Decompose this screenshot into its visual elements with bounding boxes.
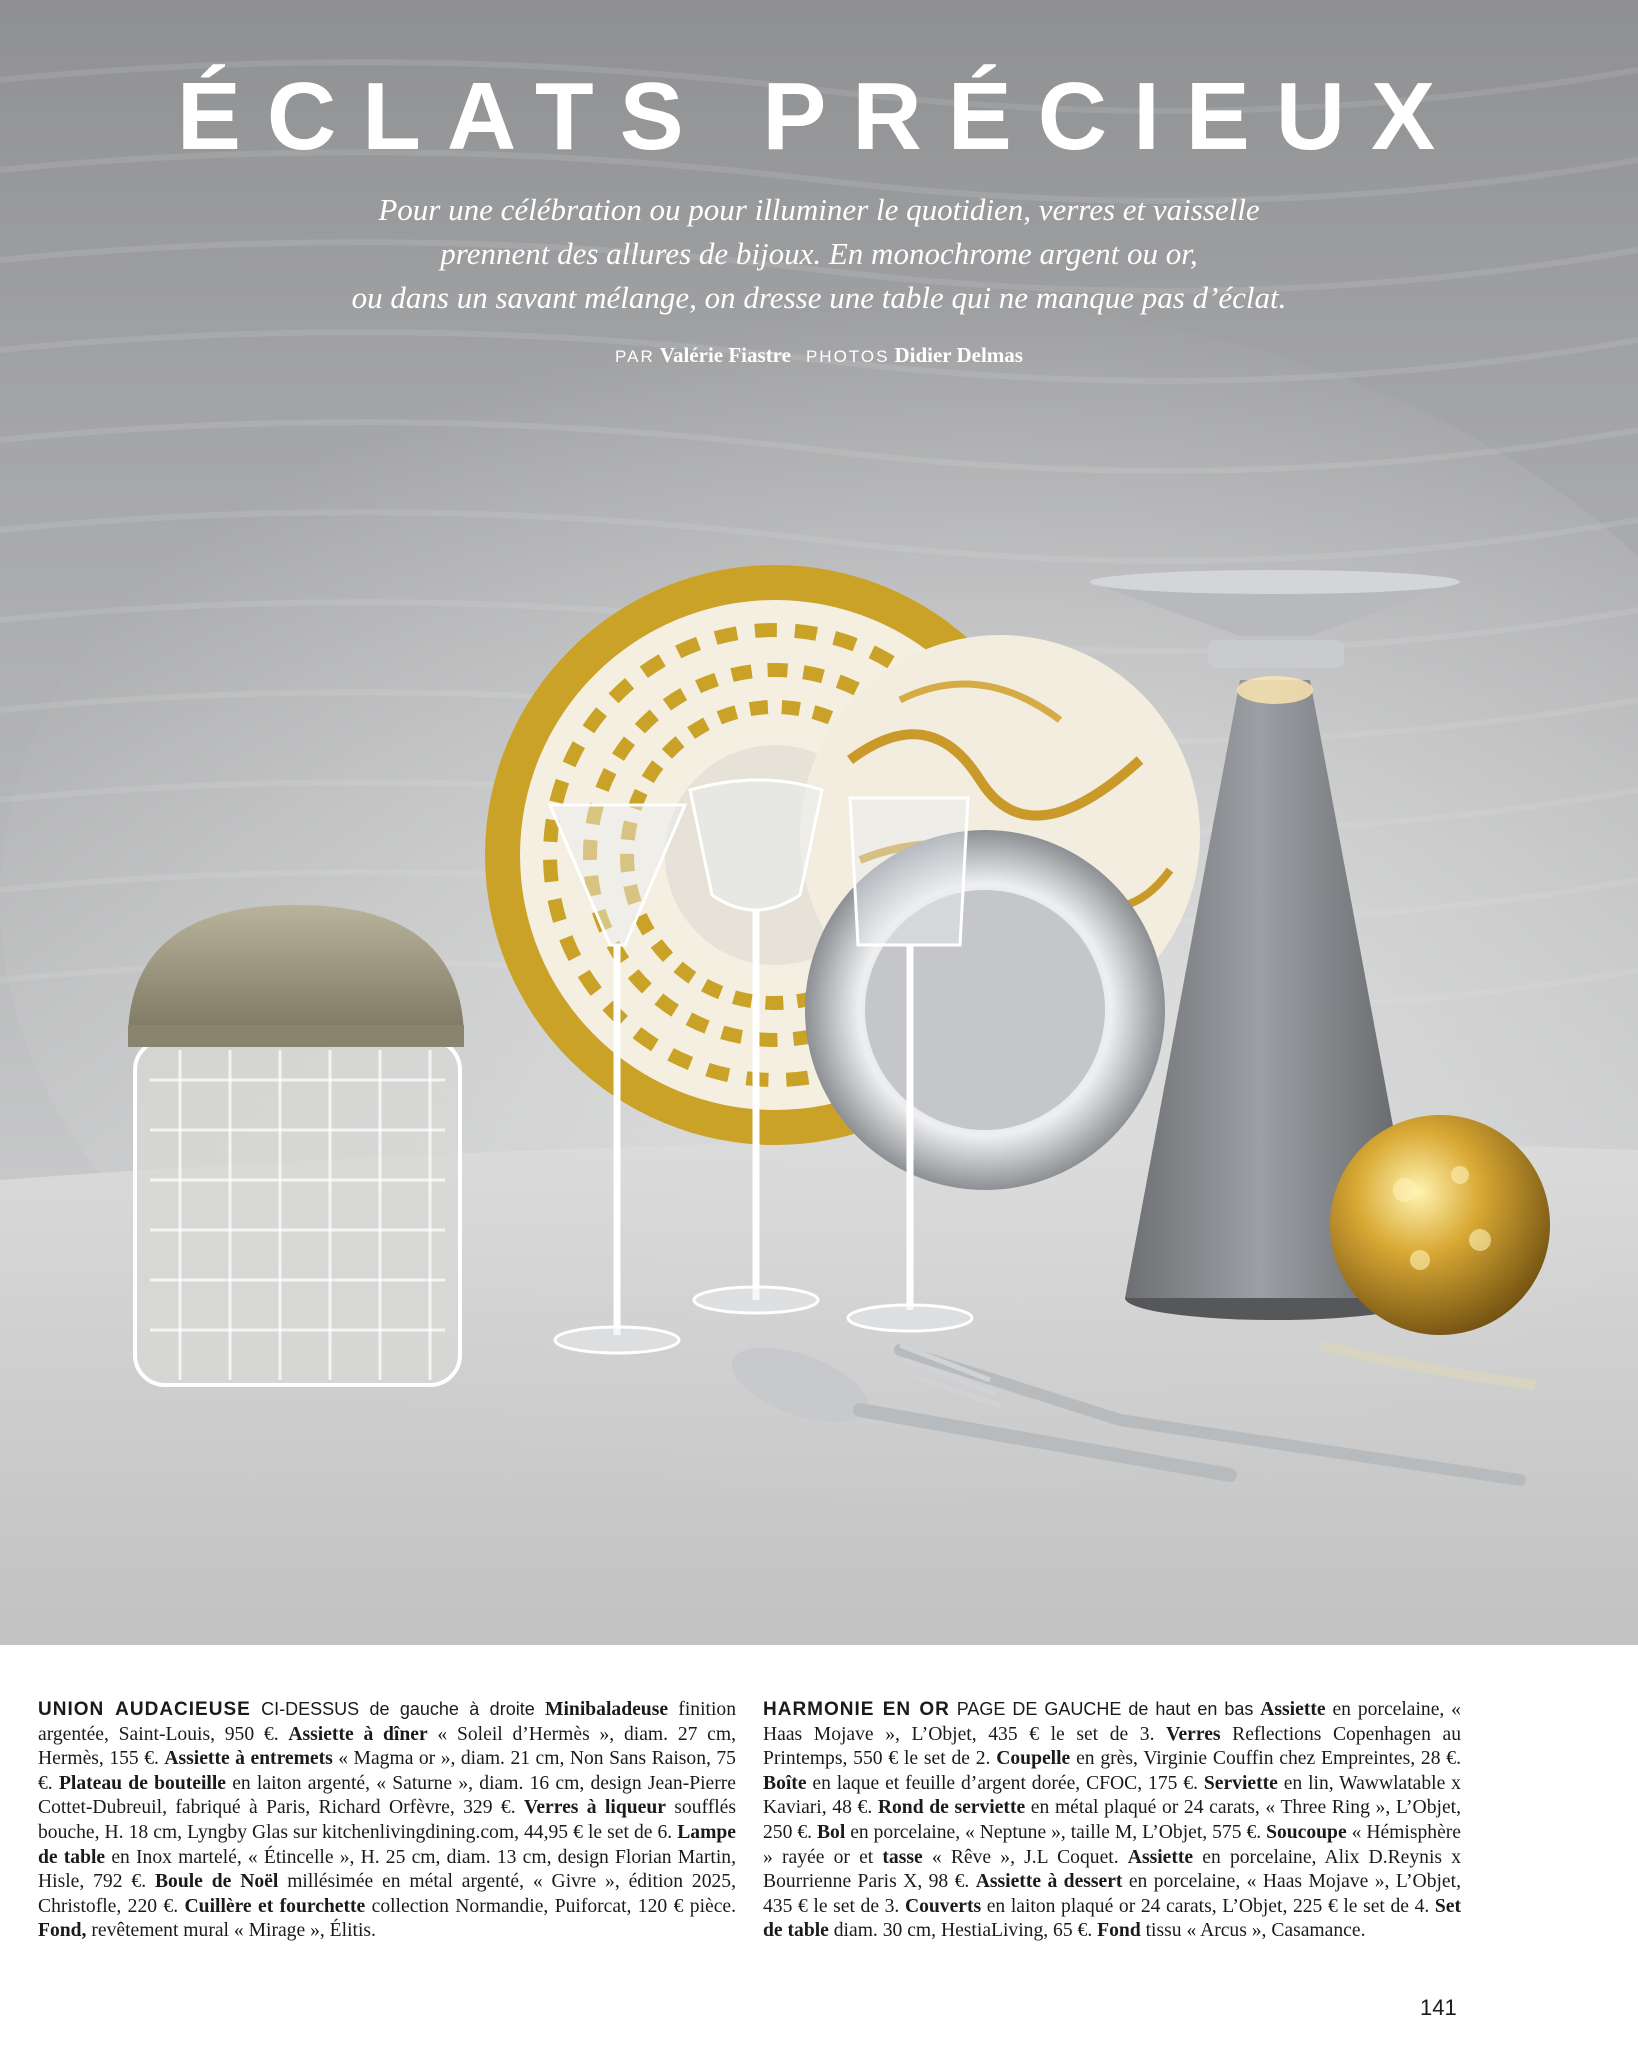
- product-name: Soucoupe: [1266, 1821, 1347, 1843]
- caption-kicker: UNION AUDACIEUSE: [38, 1699, 251, 1720]
- product-details: en laiton plaqué or 24 carats, L’Objet, 225 € le set de 4.: [981, 1895, 1435, 1917]
- minibaladeuse: [128, 905, 464, 1385]
- product-name: Assiette à entremets: [164, 1748, 333, 1770]
- page-number: 141: [1420, 1995, 1457, 2020]
- product-details: en Inox martelé, « Étincelle », H. 25 cm, diam. 13 cm, design Florian Martin, Hisle, 792 €.: [38, 1846, 736, 1893]
- product-details: millésimée en métal argenté, « Givre », édition 2025, Christofle, 220 €.: [38, 1871, 736, 1917]
- standfirst-line: Pour une célébration ou pour illuminer le quotidien, verres et vaisselle: [378, 192, 1260, 227]
- product-details: en lin, Wawwlatable x Kaviari, 48 €.: [763, 1772, 1461, 1819]
- product-details: diam. 30 cm, HestiaLiving, 65 €.: [828, 1920, 1098, 1942]
- product-details: soufflés bouche, H. 18 cm, Lyngby Glas sur kitchenlivingdining.com, 44,95 € le set de 6.: [38, 1797, 736, 1843]
- product-name: Assiette: [1127, 1846, 1194, 1868]
- product-name: Boîte: [763, 1772, 807, 1794]
- product-name: Fond,: [38, 1920, 87, 1942]
- product-name: Verres: [1166, 1723, 1221, 1745]
- byline: [0, 343, 1638, 368]
- caption-direction: CI-DESSUS de gauche à droite: [261, 1699, 535, 1719]
- product-name: Minibaladeuse: [545, 1699, 669, 1720]
- product-name: Coupelle: [996, 1748, 1071, 1770]
- product-name: tasse: [882, 1846, 923, 1868]
- page-title: ÉCLATS PRÉCIEUX: [176, 63, 1462, 170]
- product-details: finition argentée, Saint-Louis, 950 €.: [38, 1699, 736, 1745]
- photographer-name: Didier Delmas: [894, 343, 1023, 367]
- product-name: Verres à liqueur: [523, 1797, 666, 1819]
- product-details: en porcelaine, « Haas Mojave », L’Objet, 435 € le set de 3.: [763, 1699, 1461, 1745]
- product-details: revêtement mural « Mirage », Élitis.: [86, 1920, 376, 1942]
- caption-items: [38, 1699, 736, 1941]
- product-name: Serviette: [1203, 1772, 1278, 1794]
- product-details: tissu « Arcus », Casamance.: [1140, 1920, 1366, 1942]
- standfirst: [230, 188, 1408, 320]
- product-details: « Magma or », diam. 21 cm, Non Sans Raison, 75 €.: [38, 1748, 736, 1794]
- product-name: Assiette à dessert: [975, 1871, 1123, 1893]
- product-name: Cuillère et fourchette: [184, 1895, 366, 1917]
- product-name: Fond: [1097, 1920, 1141, 1942]
- product-name: Assiette: [1260, 1699, 1326, 1720]
- product-details: en laiton argenté, « Saturne », diam. 16 cm, design Jean-Pierre Cottet-Dubreuil, fabriqué à Paris, Richard Orfèvre, 329 €.: [38, 1772, 737, 1819]
- product-details: « Soleil d’Hermès », diam. 27 cm, Hermès, 155 €.: [38, 1723, 737, 1770]
- product-details: en porcelaine, « Neptune », taille M, L’Objet, 575 €.: [845, 1821, 1267, 1843]
- caption-items: [763, 1699, 1461, 1941]
- product-details: en métal plaqué or 24 carats, « Three Ring », L’Objet, 250 €.: [763, 1797, 1461, 1843]
- byline-label: PAR: [615, 347, 655, 366]
- product-name: Couverts: [904, 1895, 982, 1917]
- product-name: Bol: [816, 1821, 846, 1843]
- standfirst-line: ou dans un savant mélange, on dresse une table qui ne manque pas d’éclat.: [351, 280, 1287, 315]
- caption-kicker: HARMONIE EN OR: [763, 1699, 950, 1720]
- caption-direction: PAGE DE GAUCHE de haut en bas: [956, 1699, 1254, 1719]
- product-name: Rond de serviette: [877, 1797, 1026, 1819]
- standfirst-line: prennent des allures de bijoux. En monochrome argent ou or,: [440, 236, 1198, 271]
- product-details: « Rêve », J.L Coquet.: [922, 1846, 1128, 1868]
- product-name: Assiette à dîner: [288, 1723, 428, 1745]
- author-name: Valérie Fiastre: [659, 343, 791, 367]
- product-details: en porcelaine, « Haas Mojave », L’Objet, 435 € le set de 3.: [763, 1871, 1461, 1917]
- product-details: collection Normandie, Puiforcat, 120 € pièce.: [365, 1895, 736, 1917]
- product-details: en laque et feuille d’argent dorée, CFOC, 175 €.: [806, 1772, 1204, 1794]
- caption-union-audacieuse: [38, 1697, 736, 1944]
- product-details: « Hémisphère » rayée or et: [763, 1821, 1461, 1868]
- product-details: en porcelaine, Alix D.Reynis x Bourrienne Paris X, 98 €.: [763, 1846, 1462, 1893]
- product-name: Lampe de table: [38, 1821, 736, 1868]
- caption-harmonie-en-or: [763, 1697, 1461, 1944]
- product-name: Set de table: [763, 1895, 1461, 1942]
- product-details: Reflections Copenhagen au Printemps, 550 € le set de 2.: [763, 1723, 1461, 1770]
- product-details: en grès, Virginie Couffin chez Empreintes, 28 €.: [1070, 1748, 1461, 1770]
- product-name: Plateau de bouteille: [58, 1772, 226, 1794]
- product-name: Boule de Noël: [154, 1871, 279, 1893]
- photos-label: PHOTOS: [805, 347, 890, 366]
